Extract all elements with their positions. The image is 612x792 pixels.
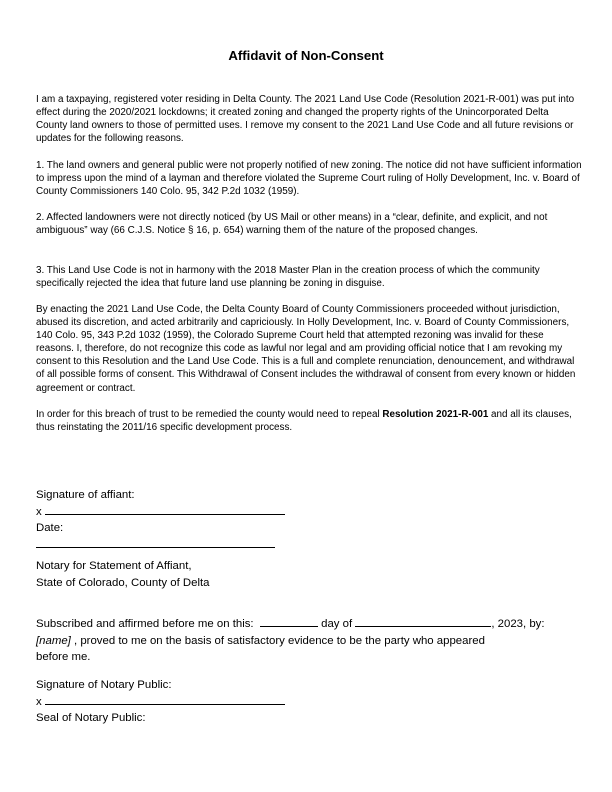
remedy-text-before: In order for this breach of trust to be remedied the county would need to repeal (36, 409, 383, 420)
notary-signature-block (36, 677, 285, 727)
subscribed-block (36, 616, 545, 666)
affiant-signature-line-row (36, 504, 285, 521)
notary-signature-line-row (36, 694, 285, 711)
subscribed-line-2 (36, 633, 545, 650)
month-field[interactable] (355, 616, 491, 627)
intro-paragraph: I am a taxpaying, registered voter residing in Delta County. The 2021 Land Use Code (Resolution 2021-R-001) was put into effect during the 2020/2021 lockdowns; it created zoning and changed the property rights of the Unincorporated Delta County land owners to those of permitted uses. I remove my consent to the 2021 Land Use Code and all future revisions or updates for the following reasons. (36, 94, 575, 145)
year-suffix: , 2023, by: (491, 618, 545, 630)
affiant-signature-block (36, 487, 285, 553)
declaration-paragraph: By enacting the 2021 Land Use Code, the Delta County Board of County Commissioners proceeded without jurisdiction, abused its discretion, and acted arbitrarily and capriciously. In Holly Development, Inc. v. Board of County Commissioners, 140 Colo. 95, 343 P.2d 1032 (1959), the Colorado Supreme Court held that attempted rezoning was invalid for these reasons. I, therefore, do not recognize this code as lawful nor legal and am providing official notice that I am revoking my consent to this Resolution and the Land Use Code. This is a full and complete renunciation, denouncement, and withdrawal of all possible forms of consent. This Withdrawal of Consent includes the withdrawal of consent from every known or hidden agreement or contract. (36, 304, 576, 394)
notary-signature-label: Signature of Notary Public: (36, 679, 172, 691)
reason-3-paragraph: 3. This Land Use Code is not in harmony with the 2018 Master Plan in the creation process of which the community specifically rejected the idea that future land use planning be zoning in disguise. (36, 265, 540, 290)
day-of-label: day of (321, 618, 353, 630)
notary-x-mark: x (36, 695, 42, 708)
date-field[interactable] (36, 537, 275, 548)
affiant-signature-label: Signature of affiant: (36, 489, 135, 501)
subscribed-prefix: Subscribed and affirmed before me on this: (36, 618, 254, 630)
name-placeholder[interactable]: [name] (36, 634, 71, 647)
resolution-reference: Resolution 2021-R-001 (382, 409, 489, 420)
remedy-paragraph (36, 408, 582, 434)
day-field[interactable] (260, 616, 318, 627)
remedy-text-after: and all its clauses, thus reinstating the 2011/16 specific development process. (36, 409, 572, 434)
proved-text: , proved to me on the basis of satisfactory evidence to be the party who appeared (70, 634, 485, 647)
notary-signature-field[interactable] (45, 694, 285, 705)
affiant-x-mark: x (36, 505, 42, 518)
seal-label: Seal of Notary Public: (36, 712, 146, 724)
notary-heading-block (36, 558, 210, 591)
subscribed-line-3: before me. (36, 651, 91, 663)
reason-2-paragraph: 2. Affected landowners were not directly noticed (by US Mail or other means) in a “clear, definite, and explicit, and not ambiguous” way (66 C.J.S. Notice § 16, p. 654) warning them of the nature of the proposed changes. (36, 212, 548, 237)
affiant-signature-field[interactable] (45, 504, 285, 515)
subscribed-line-1 (36, 616, 545, 633)
document-title: Affidavit of Non-Consent (228, 48, 384, 63)
notary-heading-line-2: State of Colorado, County of Delta (36, 576, 210, 589)
notary-heading-line-1: Notary for Statement of Affiant, (36, 560, 192, 572)
date-line-row (36, 537, 285, 554)
date-label: Date: (36, 522, 64, 534)
reason-1-paragraph: 1. The land owners and general public were not properly notified of new zoning. The notice did not have sufficient information to impress upon the mind of a layman and therefore violated the Supreme Court ruling of Holly Development, Inc. v. Board of County Commissioners 140 Colo. 95, 342 P.2d 1032 (1959). (36, 160, 582, 198)
